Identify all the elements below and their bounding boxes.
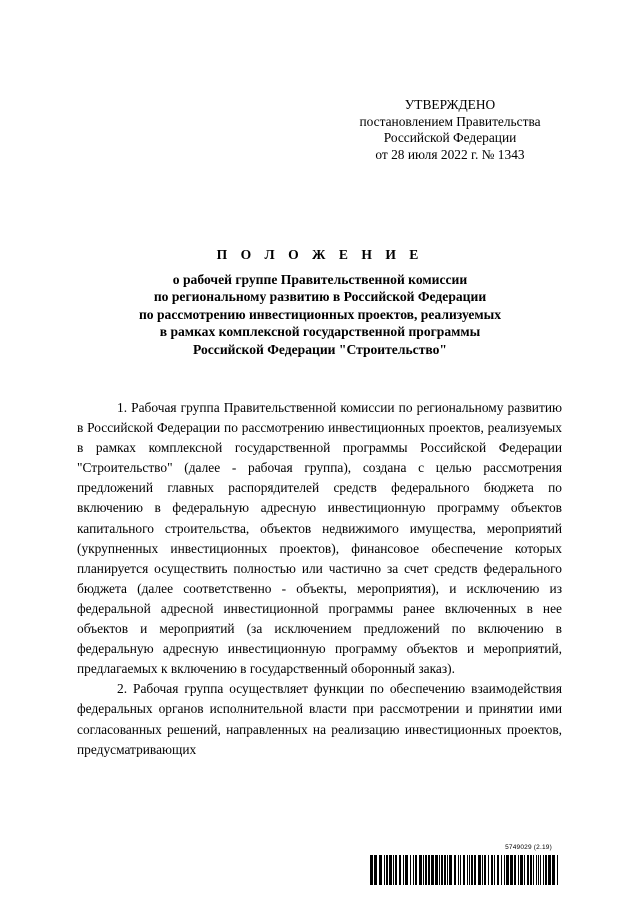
barcode-bar [410,855,411,885]
barcode-bar [399,855,401,885]
barcode-bar [469,855,470,885]
barcode-bar [552,855,555,885]
barcode-bar [471,855,473,885]
barcode-bar [545,855,547,885]
heading-line: по рассмотрению инвестиционных проектов, реализуемых [138,306,502,322]
barcode-bar [425,855,427,885]
barcode-bar [497,855,499,885]
barcode-bar [428,855,430,885]
barcode-bar [423,855,424,885]
barcode-bar [557,855,558,885]
barcode-image [370,855,560,885]
barcode-bar [482,855,483,885]
paragraph-2: 2. Рабочая группа осуществляет функции по обеспечению взаимодействия федеральных органов исполнительной власти при рассмотрении и принятии ими согласованных решений, направленных на реализацию инвестиционных проектов, предусматривающих [77,681,562,757]
barcode-bar [478,855,481,885]
barcode-bar [395,855,397,885]
barcode-bar [518,855,519,885]
barcode-bar [386,855,388,885]
barcode-bar [454,855,456,885]
heading-line: по региональному развитию в Российской Федерации [153,289,487,305]
document-heading [70,246,570,359]
footer [370,844,560,894]
paragraph-1: 1. Рабочая группа Правительственной комиссии по региональному развитию в Российской Федерации по рассмотрению инвестиционных проектов, реализуемых в рамках комплексной государственной программы Российской Федерации "Строительство" (далее - рабочая группа), создана с целью рассмотрения предложений главных распорядителей средств федерального бюджета по включению в федеральную адресную инвестиционную программу объектов капитального строительства, объектов недвижимого имущества, мероприятий (укрупненных инвестиционных проектов), финансовое обеспечение которых планируется осуществить полностью или частично за счет средств федерального бюджета (далее соответственно - объекты, мероприятия), и исключению из федеральной адресной инвестиционной программы ранее включенных в нее объектов и мероприятий (за исключением предложений по включению в федеральную адресную инвестиционную программу объектов и мероприятий, предлагаемых к включению в государственный оборонный заказ). [77,400,562,677]
approval-title: УТВЕРЖДЕНО [404,97,496,112]
barcode-bar [458,855,459,885]
barcode-bar [536,855,537,885]
barcode-bar [484,855,486,885]
body-text [77,398,562,760]
heading-line: о рабочей группе Правительственной комиссии [172,271,468,287]
barcode-bar [494,855,495,885]
barcode-bar [510,855,513,885]
barcode-bar [389,855,392,885]
barcode-bar [538,855,539,885]
barcode-bar [530,855,532,885]
barcode-bar [441,855,443,885]
barcode-bar [415,855,417,885]
barcode-bar [488,855,489,885]
barcode-bar [460,855,461,885]
approval-line-1: постановлением Правительства [359,113,541,129]
barcode-bar [463,855,465,885]
barcode-bar [543,855,544,885]
heading-line: в рамках комплексной государственной программы [159,324,481,340]
barcode-bar [514,855,516,885]
barcode-bar [413,855,414,885]
heading-line: Российской Федерации "Строительство" [193,341,447,357]
barcode-bar [393,855,394,885]
approval-block [340,97,560,163]
barcode-bar [374,855,377,885]
barcode-bar [548,855,551,885]
barcode-bar [520,855,523,885]
barcode-bar [447,855,448,885]
barcode-bar [439,855,440,885]
heading-title: П О Л О Ж Е Н И Е [216,247,424,262]
barcode-bar [379,855,382,885]
barcode-bar [403,855,404,885]
barcode-bar [444,855,446,885]
barcode-bar [370,855,373,885]
barcode-bar [435,855,438,885]
barcode-bar [491,855,493,885]
barcode-bar [467,855,468,885]
barcode-bar [533,855,534,885]
barcode-bar [405,855,408,885]
barcode-bar [501,855,502,885]
document-code: 5749029 (2.19) [505,844,552,851]
barcode-bar [449,855,452,885]
barcode-bar [419,855,422,885]
barcode-bar [524,855,525,885]
barcode-bar [431,855,434,885]
barcode-bar [506,855,509,885]
barcode-bar [540,855,541,885]
barcode-bar [527,855,529,885]
barcode-bar [474,855,476,885]
approval-line-2: Российской Федерации [383,130,517,145]
barcode-bar [504,855,505,885]
barcode-bar [384,855,385,885]
approval-line-3: от 28 июля 2022 г. № 1343 [375,146,525,162]
